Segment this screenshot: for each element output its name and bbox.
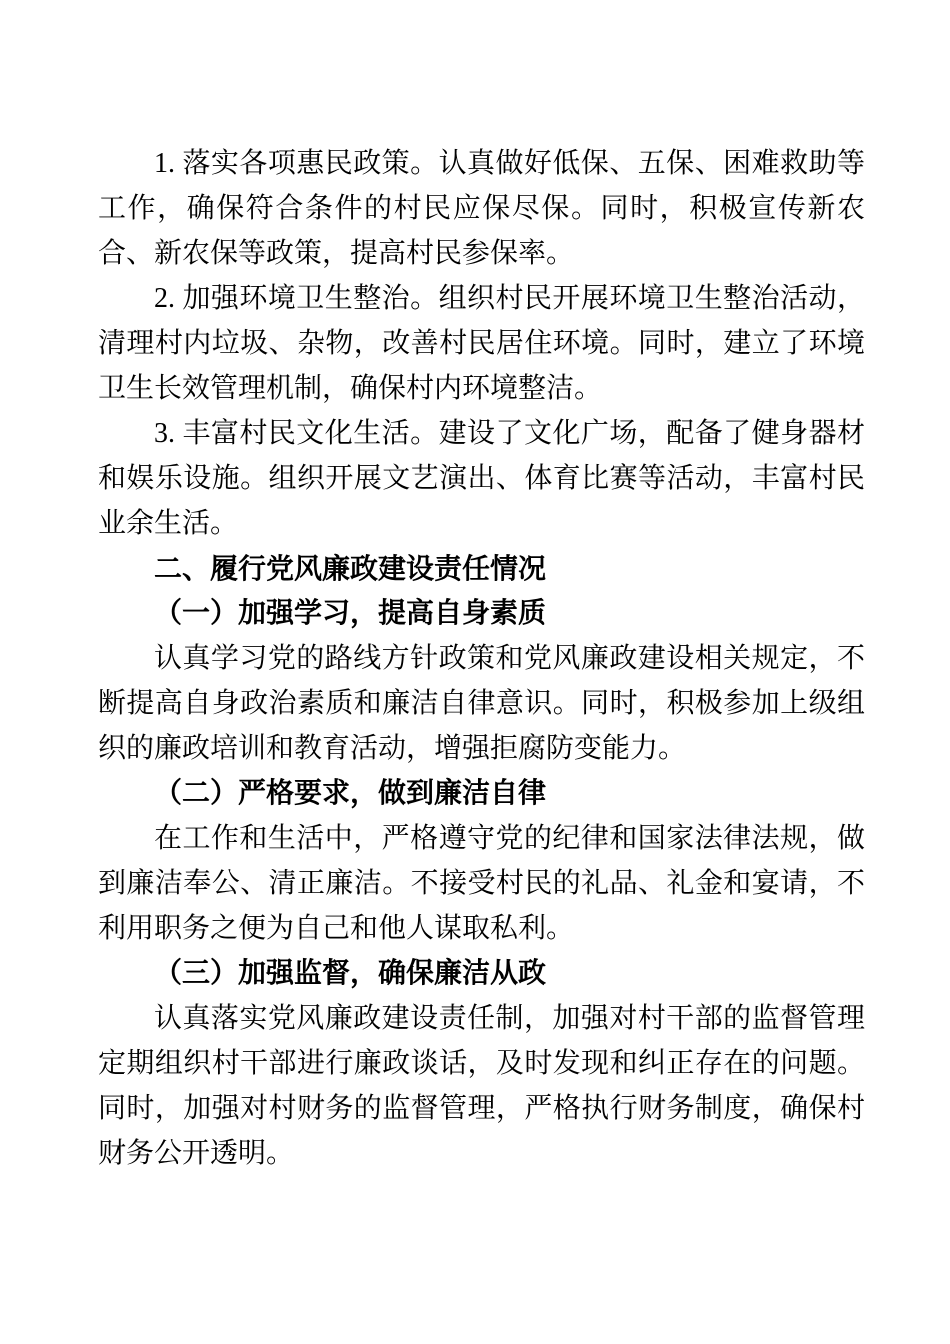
sub-heading-strengthen-supervision: （三）加强监督，确保廉洁从政 [154,958,547,989]
sub-heading-strict-self-discipline: （二）严格要求，做到廉洁自律 [154,778,547,809]
paragraph-self-discipline-detail: 在工作和生活中，严格遵守党的纪律和国家法律法规，做到廉洁奉公、清正廉洁。不接受村民的礼品、礼金和宴请，不利用职务之便为自己和他人谋取私利。 [98,823,865,944]
paragraph-learning-detail: 认真学习党的路线方针政策和党风廉政建设相关规定，不断提高自身政治素质和廉洁自律意识。同时，积极参加上级组织的廉政培训和教育活动，增强拒腐防变能力。 [98,643,865,764]
sub-heading-strengthen-learning: （一）加强学习，提高自身素质 [154,598,547,629]
paragraph-supervision-detail: 认真落实党风廉政建设责任制，加强对村干部的监督管理定期组织村干部进行廉政谈话，及时发现和纠正存在的问题。同时，加强对村财务的监督管理，严格执行财务制度，确保村财务公开透明。 [98,1003,865,1169]
paragraph-benefit-policies: 1. 落实各项惠民政策。认真做好低保、五保、困难救助等工作，确保符合条件的村民应保尽保。同时，积极宣传新农合、新农保等政策，提高村民参保率。 [98,148,865,269]
paragraph-cultural-life: 3. 丰富村民文化生活。建设了文化广场，配备了健身器材和娱乐设施。组织开展文艺演出、体育比赛等活动，丰富村民业余生活。 [98,418,865,539]
paragraph-environment-sanitation: 2. 加强环境卫生整治。组织村民开展环境卫生整治活动，清理村内垃圾、杂物，改善村民居住环境。同时，建立了环境卫生长效管理机制，确保村内环境整洁。 [98,283,865,404]
section-heading-party-conduct: 二、履行党风廉政建设责任情况 [154,553,547,584]
